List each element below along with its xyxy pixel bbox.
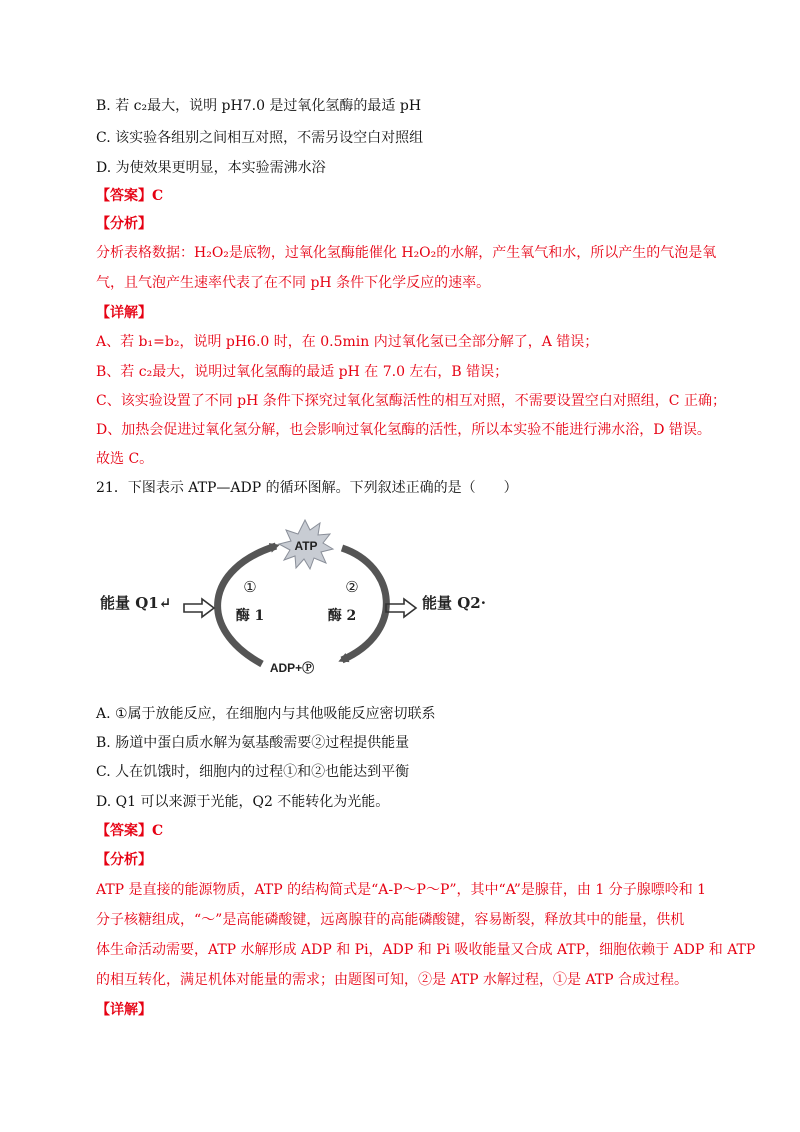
energy-in-arrow [184, 599, 214, 617]
q20-detail-tag: 【详解】 [96, 305, 152, 321]
enzyme-2-label: 酶 2 [327, 608, 357, 624]
energy-q1-label: 能量 Q1↵ [100, 594, 172, 612]
q21-analysis-line-4: 的相互转化，满足机体对能量的需求；由题图可知，②是 ATP 水解过程，①是 ATP 合成过程。 [96, 972, 689, 988]
energy-q2-label: 能量 Q2· [422, 594, 486, 612]
q21-option-d: D. Q1 可以来源于光能，Q2 不能转化为光能。 [96, 794, 390, 810]
energy-out-arrow [386, 599, 416, 617]
enzyme-1-label: 酶 1 [235, 608, 265, 624]
q20-detail-a: A、若 b₁=b₂，说明 pH6.0 时，在 0.5min 内过氧化氢已全部分解了，A 错误； [96, 334, 599, 350]
q21-option-b: B. 肠道中蛋白质水解为氨基酸需要②过程提供能量 [96, 735, 410, 751]
q20-analysis-line-1: 分析表格数据：H₂O₂是底物，过氧化氢酶能催化 H₂O₂的水解，产生氧气和水，所以产生的气泡是氧 [96, 245, 717, 261]
step-1-label: ① [243, 578, 257, 596]
q21-option-a: A. ①属于放能反应，在细胞内与其他吸能反应密切联系 [96, 706, 436, 722]
q21-analysis-line-1: ATP 是直接的能源物质，ATP 的结构简式是“A-P～P～P”，其中“A”是腺苷，由 1 分子腺嘌呤和 1 [96, 882, 707, 898]
q20-conclusion: 故选 C。 [96, 451, 154, 467]
q20-detail-b: B、若 c₂最大，说明过氧化氢酶的最适 pH 在 7.0 左右，B 错误； [96, 364, 509, 380]
q20-option-c: C. 该实验各组别之间相互对照，不需另设空白对照组 [96, 130, 424, 146]
q21-analysis-tag: 【分析】 [96, 852, 152, 868]
q20-detail-d: D、加热会促进过氧化氢分解，也会影响过氧化氢酶的活性，所以本实验不能进行沸水浴，D 错误。 [96, 422, 711, 438]
q21-answer: 【答案】C [96, 823, 164, 839]
q20-option-d: D. 为使效果更明显，本实验需沸水浴 [96, 160, 326, 176]
q20-detail-c: C、该实验设置了不同 pH 条件下探究过氧化氢酶活性的相互对照，不需要设置空白对照组，C 正确； [96, 393, 726, 409]
q21-stem: 21．下图表示 ATP—ADP 的循环图解。下列叙述正确的是（ ） [96, 480, 518, 496]
q20-answer: 【答案】C [96, 188, 164, 204]
q21-analysis-line-3: 体生命活动需要，ATP 水解形成 ADP 和 Pi，ADP 和 Pi 吸收能量又合成 ATP，细胞依赖于 ADP 和 ATP [96, 942, 756, 958]
q21-analysis-line-2: 分子核糖组成，“～”是高能磷酸键，远离腺苷的高能磷酸键，容易断裂，释放其中的能量，供机 [96, 912, 685, 928]
q20-option-b: B. 若 c₂最大，说明 pH7.0 是过氧化氢酶的最适 pH [96, 98, 422, 114]
left-cycle-arrow [218, 546, 276, 664]
right-cycle-arrow [342, 548, 386, 660]
atp-label: ATP [294, 539, 318, 553]
q20-analysis-line-2: 气，且气泡产生速率代表了在不同 pH 条件下化学反应的速率。 [96, 275, 491, 291]
step-2-label: ② [345, 578, 359, 596]
adp-label: ADP+Ⓟ [269, 661, 315, 675]
q20-analysis-tag: 【分析】 [96, 216, 152, 232]
q21-detail-tag: 【详解】 [96, 1002, 152, 1018]
atp-adp-cycle-diagram [96, 508, 496, 692]
q21-option-c: C. 人在饥饿时，细胞内的过程①和②也能达到平衡 [96, 764, 410, 780]
